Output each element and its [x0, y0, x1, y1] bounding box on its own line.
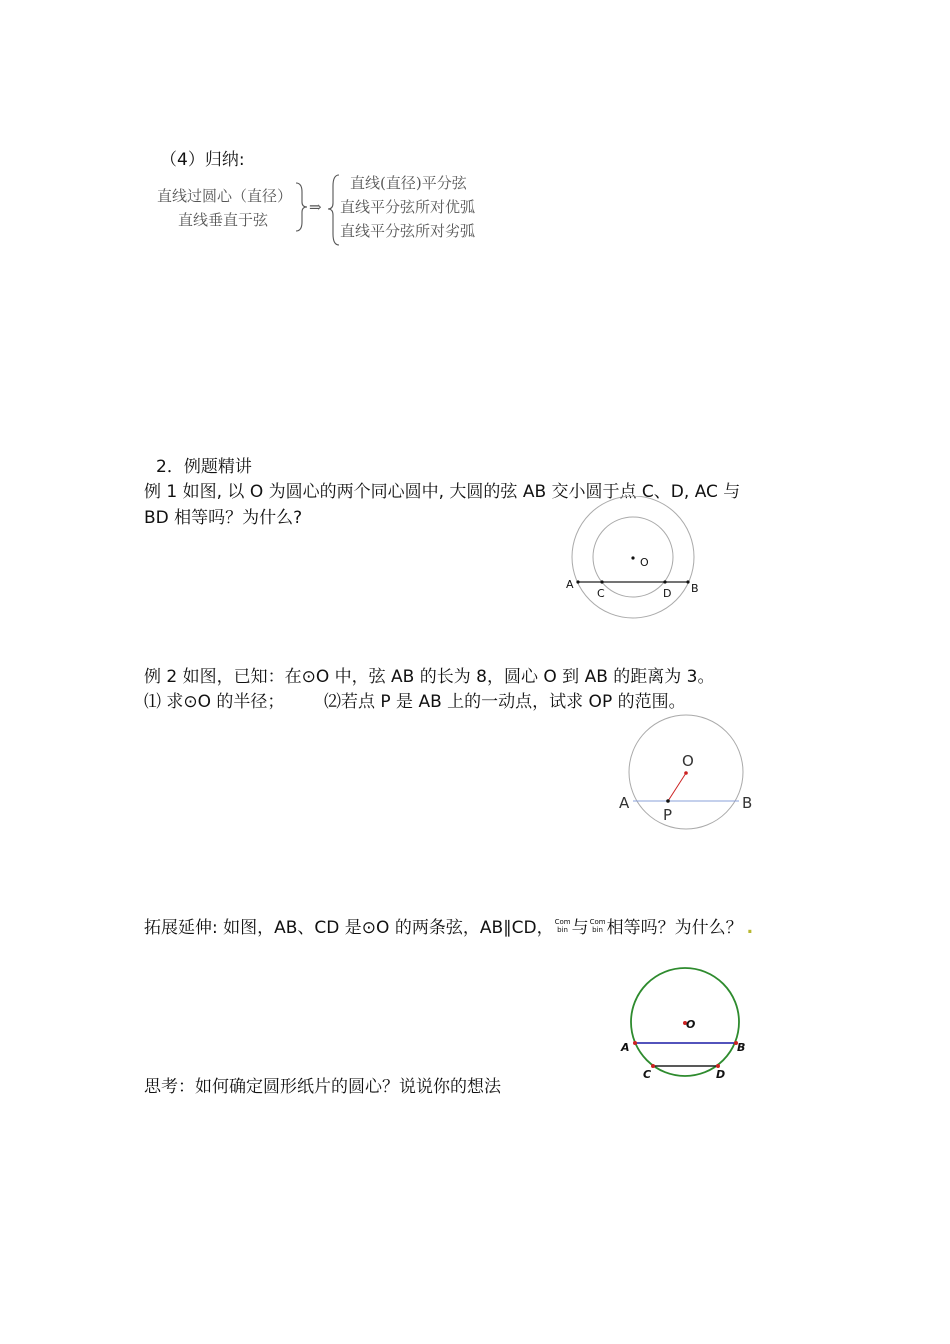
figure-concentric-circles [560, 496, 710, 624]
summary-right-line-1: 直线(直径)平分弦 [350, 174, 467, 192]
summary-right-line-2: 直线平分弦所对优弧 [340, 198, 476, 216]
label-c: C [597, 587, 605, 600]
label-o: O [686, 1018, 696, 1031]
extension-suffix: 相等吗？为什么？ [606, 918, 743, 938]
summary-right-line-3: 直线平分弦所对劣弧 [340, 222, 476, 240]
point-c [651, 1064, 655, 1068]
label-b: B [737, 1041, 746, 1054]
label-a: A [621, 1041, 630, 1054]
figure-circle-op [612, 714, 762, 836]
summary-left-line-1: 直线过圆心（直径） [157, 187, 293, 205]
example2-question-2: ⑵若点 P 是 AB 上的一动点，试求 OP 的范围。 [324, 692, 686, 712]
label-b: B [742, 794, 753, 812]
label-o: O [682, 752, 694, 770]
think-question: 思考：如何确定圆形纸片的圆心？说说你的想法 [144, 1077, 501, 1097]
label-a: A [566, 578, 574, 591]
extension-line [144, 916, 753, 940]
label-c: C [643, 1068, 652, 1081]
arc-placeholder-1: Com bin [554, 918, 571, 934]
label-o: O [640, 556, 649, 569]
point-a [633, 1041, 637, 1045]
point-p [666, 799, 670, 803]
center-point-o [631, 556, 634, 559]
yellow-dot: . [746, 918, 754, 938]
summary-left-line-2: 直线垂直于弦 [178, 211, 269, 229]
point-c [600, 580, 603, 583]
center-point-o [684, 771, 688, 775]
arc-placeholder-2: Com bin [589, 918, 606, 934]
implies-arrow: ⇒ [309, 198, 322, 216]
point-d [663, 580, 666, 583]
point-a [576, 580, 579, 583]
label-p: P [663, 806, 673, 824]
label-a: A [619, 794, 630, 812]
example1-line-2: BD 相等吗？为什么? [144, 508, 303, 528]
example2-line-1: 例 2 如图，已知：在⊙O 中，弦 AB 的长为 8，圆心 O 到 AB 的距离为 3。 [144, 667, 715, 687]
label-d: D [663, 587, 672, 600]
figure-parallel-chords [618, 962, 768, 1086]
point-b [686, 580, 689, 583]
label-b: B [691, 582, 699, 595]
example1-line-1: 例 1 如图, 以 O 为圆心的两个同心圆中, 大圆的弦 AB 交小圆于点 C、D, AC 与 [144, 482, 741, 502]
example2-question-1: ⑴ 求⊙O 的半径； [144, 692, 285, 712]
examples-heading: 2．例题精讲 [156, 457, 252, 477]
segment-op [668, 773, 686, 801]
summary-heading: （4）归纳: [160, 150, 245, 170]
label-d: D [716, 1068, 726, 1081]
extension-mid: 与 [571, 918, 589, 938]
extension-prefix: 拓展延伸: 如图，AB、CD 是⊙O 的两条弦，AB∥CD， [144, 918, 554, 938]
